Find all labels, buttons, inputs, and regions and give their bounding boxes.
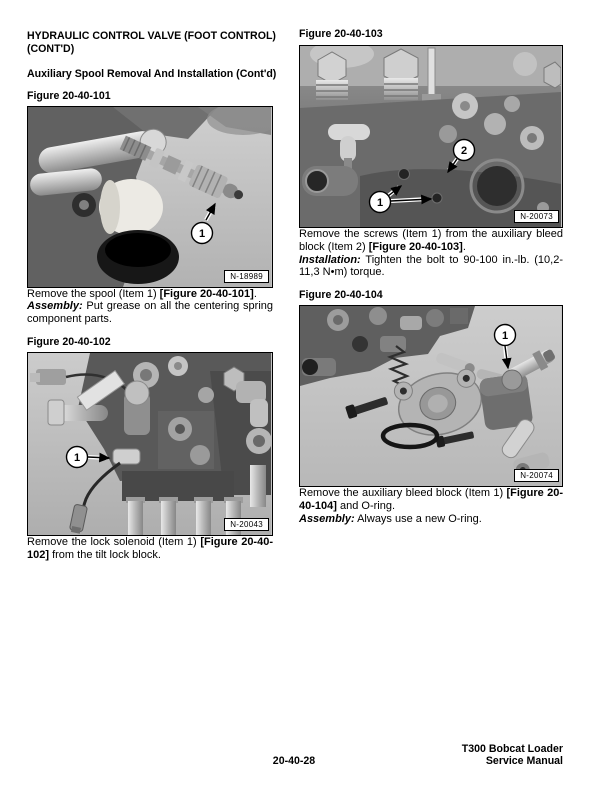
figure-caption-103: Figure 20-40-103 xyxy=(299,28,383,40)
valve-spool-photo-illustration xyxy=(28,107,271,287)
instruction-remove-spool: Remove the spool (Item 1) [Figure 20-40-101]. xyxy=(27,287,257,300)
figure-photo-103 xyxy=(299,45,563,228)
svg-text:1: 1 xyxy=(73,451,81,464)
svg-text:2: 2 xyxy=(460,145,468,157)
instruction-remove-bleed-block: Remove the auxiliary bleed block (Item 1) [Figure 20-40-104] and O-ring. xyxy=(299,487,563,512)
bleed-block-photo-illustration xyxy=(300,306,561,486)
svg-text:1: 1 xyxy=(501,330,509,343)
valve-solenoid-photo-illustration xyxy=(28,353,271,535)
footer-manual-title-line1: T300 Bobcat Loader xyxy=(461,743,563,755)
note-assembly-oring: Assembly: Always use a new O-ring. xyxy=(299,512,482,525)
figure-photo-102 xyxy=(27,352,273,536)
photo-id-label: N-18989 xyxy=(224,270,269,283)
figure-photo-104 xyxy=(299,305,563,487)
photo-id-label: N-20074 xyxy=(514,469,559,482)
svg-text:1: 1 xyxy=(376,197,384,209)
photo-id-label: N-20043 xyxy=(224,518,269,531)
valve-body-shapes xyxy=(300,46,561,227)
note-assembly-grease: Assembly: Put grease on all the centering spring component parts. xyxy=(27,300,273,326)
footer-page-number: 20-40-28 xyxy=(272,755,316,767)
instruction-remove-solenoid: Remove the lock solenoid (Item 1) [Figure 20-40-102] from the tilt lock block. xyxy=(27,535,273,561)
subsection-title: Auxiliary Spool Removal And Installation (Cont'd) xyxy=(27,68,277,80)
figure-caption-101: Figure 20-40-101 xyxy=(27,89,111,102)
figure-caption-102: Figure 20-40-102 xyxy=(27,335,111,348)
section-title xyxy=(27,30,276,55)
svg-text:1: 1 xyxy=(198,227,206,240)
section-title-line1: HYDRAULIC CONTROL VALVE (FOOT CONTROL) xyxy=(27,30,276,42)
note-installation-torque: Installation: Tighten the bolt to 90-100 in.-lb. (10,2-11,3 N•m) torque. xyxy=(299,253,563,279)
figure-photo-101 xyxy=(27,106,273,288)
footer-manual-title xyxy=(462,743,563,767)
instruction-remove-screws: Remove the screws (Item 1) from the auxiliary bleed block (Item 2) [Figure 20-40-103]. xyxy=(299,228,563,253)
valve-bleed-screws-photo-illustration xyxy=(300,46,561,227)
left-column xyxy=(27,30,277,561)
section-title-line2: (CONT'D) xyxy=(27,42,75,55)
right-column xyxy=(299,28,563,526)
figure-caption-104: Figure 20-40-104 xyxy=(299,289,383,302)
photo-id-label: N-20073 xyxy=(514,210,559,223)
footer-manual-title-line2: Service Manual xyxy=(485,755,563,767)
